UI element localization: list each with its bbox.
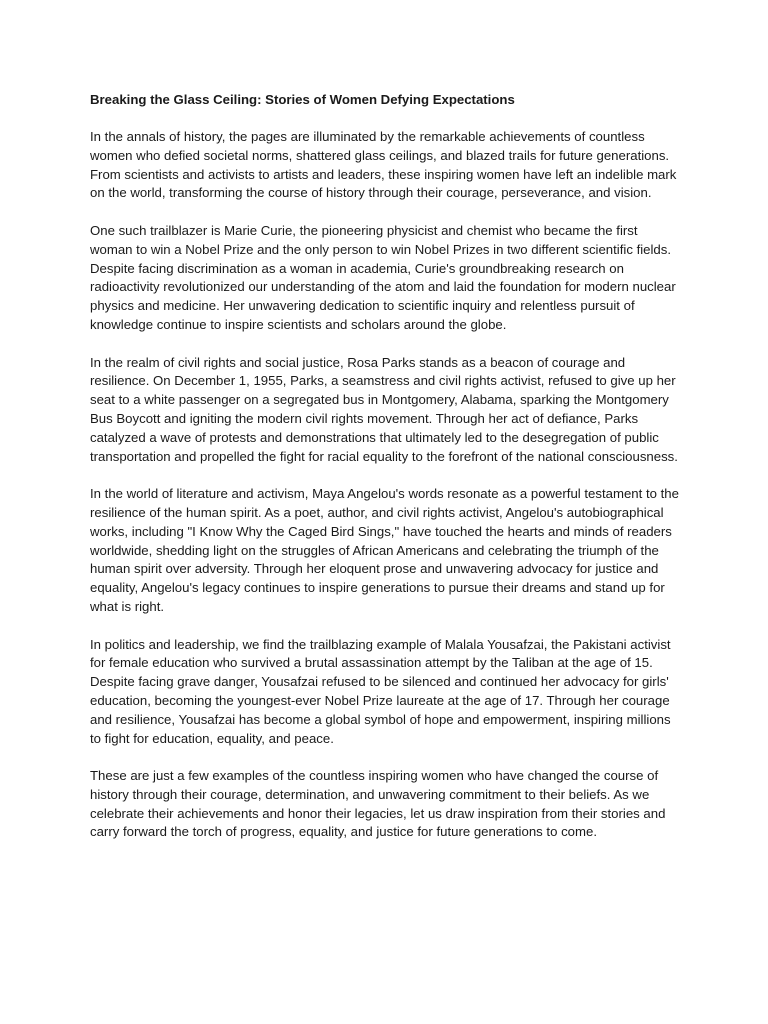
paragraph-maya-angelou: In the world of literature and activism, Maya Angelou's words resonate as a powerful testament to the resilience of the human spirit. As a poet, author, and civil rights activist, Angelou's autobiographical works, including "I Know Why the Caged Bird Sings," have touched the hearts and minds of readers worldwide, shedding light on the struggles of African Americans and celebrating the triumph of the human spirit over adversity. Through her eloquent prose and unwavering advocacy for justice and equality, Angelou's legacy continues to inspire generations to pursue their dreams and stand up for what is right. (90, 486, 679, 614)
paragraph-conclusion: These are just a few examples of the countless inspiring women who have changed the course of history through their courage, determination, and unwavering commitment to their beliefs. As we celebrate their achievements and honor their legacies, let us draw inspiration from their stories and carry forward the torch of progress, equality, and justice for future generations to come. (90, 768, 666, 840)
document-title: Breaking the Glass Ceiling: Stories of Women Defying Expectations (90, 92, 515, 107)
document-page (90, 90, 682, 861)
paragraph-intro: In the annals of history, the pages are illuminated by the remarkable achievements of countless women who defied societal norms, shattered glass ceilings, and blazed trails for future generations. From scientists and activists to artists and leaders, these inspiring women have left an indelible mark on the world, transforming the course of history through their courage, perseverance, and vision. (90, 129, 677, 201)
paragraph-marie-curie: One such trailblazer is Marie Curie, the pioneering physicist and chemist who became the first woman to win a Nobel Prize and the only person to win Nobel Prizes in two different scientific fields. Despite facing discrimination as a woman in academia, Curie's groundbreaking research on radioactivity revolutionized our understanding of the atom and laid the foundation for modern nuclear physics and medicine. Her unwavering dedication to scientific inquiry and relentless pursuit of knowledge continue to inspire scientists and scholars around the globe. (90, 222, 676, 332)
paragraph-malala-yousafzai: In politics and leadership, we find the trailblazing example of Malala Yousafzai, the Pakistani activist for female education who survived a brutal assassination attempt by the Taliban at the age of 15. Despite facing grave danger, Yousafzai refused to be silenced and continued her advocacy for girls' education, becoming the youngest-ever Nobel Prize laureate at the age of 17. Through her courage and resilience, Yousafzai has become a global symbol of hope and empowerment, inspiring millions to fight for education, equality, and peace. (90, 636, 671, 746)
paragraph-rosa-parks: In the realm of civil rights and social justice, Rosa Parks stands as a beacon of courage and resilience. On December 1, 1955, Parks, a seamstress and civil rights activist, refused to give up her seat to a white passenger on a segregated bus in Montgomery, Alabama, sparking the Montgomery Bus Boycott and igniting the modern civil rights movement. Through her act of defiance, Parks catalyzed a wave of protests and demonstrations that ultimately led to the desegregation of public transportation and propelled the fight for racial equality to the forefront of the national consciousness. (90, 354, 678, 464)
